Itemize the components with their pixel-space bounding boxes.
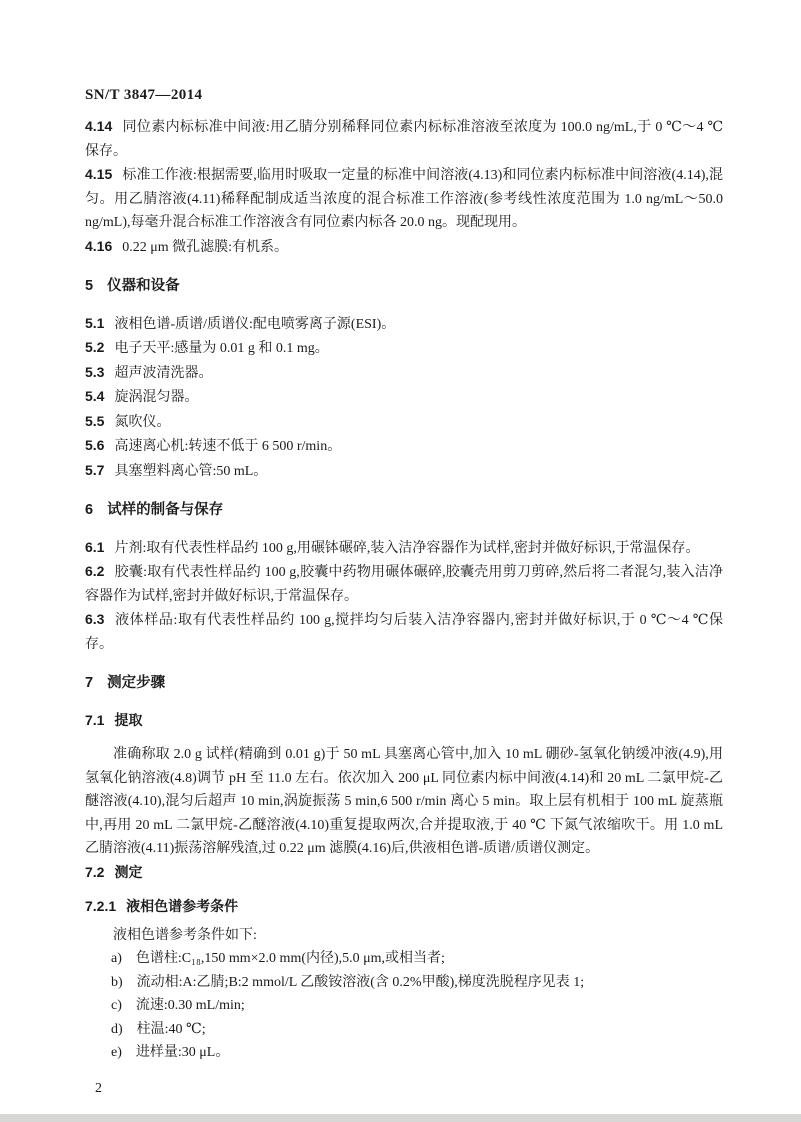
list-item-text: 流速:0.30 mL/min; [135, 998, 245, 1013]
list-item-b [85, 971, 723, 995]
clause-text: 具塞塑料离心管:50 mL。 [114, 463, 268, 479]
clause-number: 5.3 [85, 363, 105, 380]
section-number: 6 [85, 502, 94, 518]
clause-number: 5.5 [85, 412, 105, 429]
clause-number: 5.4 [85, 388, 105, 404]
clause-number: 5.1 [85, 314, 105, 331]
clause-text: 液相色谱-质谱/质谱仪:配电喷雾离子源(ESI)。 [114, 316, 396, 332]
subsection-title: 液相色谱参考条件 [126, 898, 239, 914]
clause-5-3 [85, 361, 723, 386]
clause-number: 5.6 [85, 437, 105, 453]
page-number: 2 [95, 1080, 102, 1096]
section-number: 7 [85, 675, 94, 691]
section-title: 测定步骤 [107, 675, 166, 691]
clause-5-5 [85, 410, 723, 435]
clause-text: 超声波清洗器。 [114, 365, 213, 381]
clause-text: 电子天平:感量为 0.01 g 和 0.1 mg。 [114, 341, 329, 356]
list-item-text: 柱温:40 ℃; [136, 1021, 206, 1037]
list-item-label: a) [111, 951, 122, 966]
clause-5-6 [85, 434, 723, 459]
clause-number: 6.3 [85, 611, 105, 627]
clause-5-4 [85, 385, 723, 410]
document-content [85, 115, 723, 1100]
clause-text: 旋涡混匀器。 [114, 390, 199, 405]
subsection-number: 7.2.1 [85, 898, 117, 914]
subsection-number: 7.1 [85, 711, 105, 728]
subsection-title: 测定 [114, 863, 143, 880]
section-heading-6 [85, 499, 723, 523]
clause-5-7 [85, 459, 723, 484]
clause-number: 4.15 [85, 166, 113, 182]
scan-edge-shadow [0, 1114, 801, 1122]
section-heading-5 [85, 275, 723, 299]
list-item-label: c) [111, 998, 122, 1013]
list-item-c [85, 994, 723, 1018]
clause-number: 4.16 [85, 237, 113, 254]
clause-text: 片剂:取有代表性样品约 100 g,用碾钵碾碎,装入洁净容器作为试样,密封并做好标识,于常温保存。 [114, 540, 700, 556]
subsection-number: 7.2 [85, 863, 105, 880]
clause-number: 5.7 [85, 461, 105, 478]
clause-text: 标准工作液:根据需要,临用时吸取一定量的标准中间溶液(4.13)和同位素内标标准中间溶液(4.14),混匀。用乙腈溶液(4.11)稀释配制成适当浓度的混合标准工作溶液(参考线性浓度范围为 1.0 ng/mL～50.0 ng/mL),每毫升混合标准工作溶液含有同位素内标各 20.0 ng。现配现用。 [85, 168, 723, 230]
clause-4-16 [85, 235, 723, 260]
clause-5-2 [85, 336, 723, 361]
clause-number: 6.1 [85, 538, 105, 555]
section-title: 试样的制备与保存 [107, 502, 224, 518]
clause-text: 高速离心机:转速不低于 6 500 r/min。 [114, 439, 342, 454]
list-item-text: 流动相:A:乙腈;B:2 mmol/L 乙酸铵溶液(含 0.2%甲酸),梯度洗脱程序见表 1; [136, 974, 585, 990]
clause-number: 5.2 [85, 339, 105, 355]
list-item-label: d) [111, 1021, 123, 1037]
standard-number-header: SN/T 3847—2014 [85, 87, 203, 103]
clause-text: 液体样品:取有代表性样品约 100 g,搅拌均匀后装入洁净容器内,密封并做好标识,于 0 ℃～4 ℃保存。 [85, 613, 723, 652]
clause-text: 0.22 μm 微孔滤膜:有机系。 [122, 239, 289, 255]
list-item-label: e) [111, 1045, 122, 1060]
clause-number: 6.2 [85, 563, 105, 579]
section-heading-7 [85, 672, 723, 696]
clause-text: 胶囊:取有代表性样品约 100 g,胶囊中药物用碾体碾碎,胶囊壳用剪刀剪碎,然后将二者混匀,装入洁净容器作为试样,密封并做好标识,于常温保存。 [85, 565, 723, 604]
subsection-heading-7-2 [85, 861, 723, 885]
clause-text: 氮吹仪。 [114, 414, 171, 430]
section-title: 仪器和设备 [107, 278, 180, 294]
subsection-title: 提取 [114, 711, 143, 728]
paragraph-7-1: 准确称取 2.0 g 试样(精确到 0.01 g)于 50 mL 具塞离心管中,加入 10 mL 硼砂-氢氧化钠缓冲液(4.9),用氢氧化钠溶液(4.8)调节 pH 至 11.0 左右。依次加入 200 μL 同位素内标中间液(4.14)和 20 mL 二氯甲烷-乙醚溶液(4.10),混匀后超声 10 min,涡旋振荡 5 min,6 500 r/min 离心 5 min。取上层有机相于 100 mL 旋蒸瓶中,再用 20 mL 二氯甲烷-乙醚溶液(4.10)重复提取两次,合并提取液,于 40 ℃ 下氮气浓缩吹干。用 1.0 mL 乙腈溶液(4.11)振荡溶解残渣,过 0.22 μm 滤膜(4.16)后,供液相色谱-质谱/质谱仪测定。 [85, 747, 723, 856]
subsection-heading-7-1 [85, 709, 723, 733]
clause-5-1 [85, 312, 723, 337]
list-intro-7-2-1: 液相色谱参考条件如下: [113, 927, 257, 943]
clause-number: 4.14 [85, 118, 113, 134]
clause-6-2 [85, 560, 723, 608]
list-item-label: b) [111, 974, 123, 990]
list-item-a [85, 947, 723, 971]
list-item-d [85, 1018, 723, 1042]
section-number: 5 [85, 278, 94, 294]
clause-6-1 [85, 536, 723, 561]
list-item-e [85, 1041, 723, 1065]
list-item-text: 进样量:30 μL。 [135, 1045, 230, 1060]
clause-4-15 [85, 163, 723, 235]
clause-text: 同位素内标标准中间液:用乙腈分别稀释同位素内标标准溶液至浓度为 100.0 ng/mL,于 0 ℃～4 ℃保存。 [85, 120, 723, 159]
subsection-heading-7-2-1 [85, 895, 723, 919]
clause-6-3 [85, 608, 723, 656]
list-item-text: 色谱柱:C₁₈,150 mm×2.0 mm(内径),5.0 μm,或相当者; [135, 951, 445, 966]
clause-4-14 [85, 115, 723, 163]
